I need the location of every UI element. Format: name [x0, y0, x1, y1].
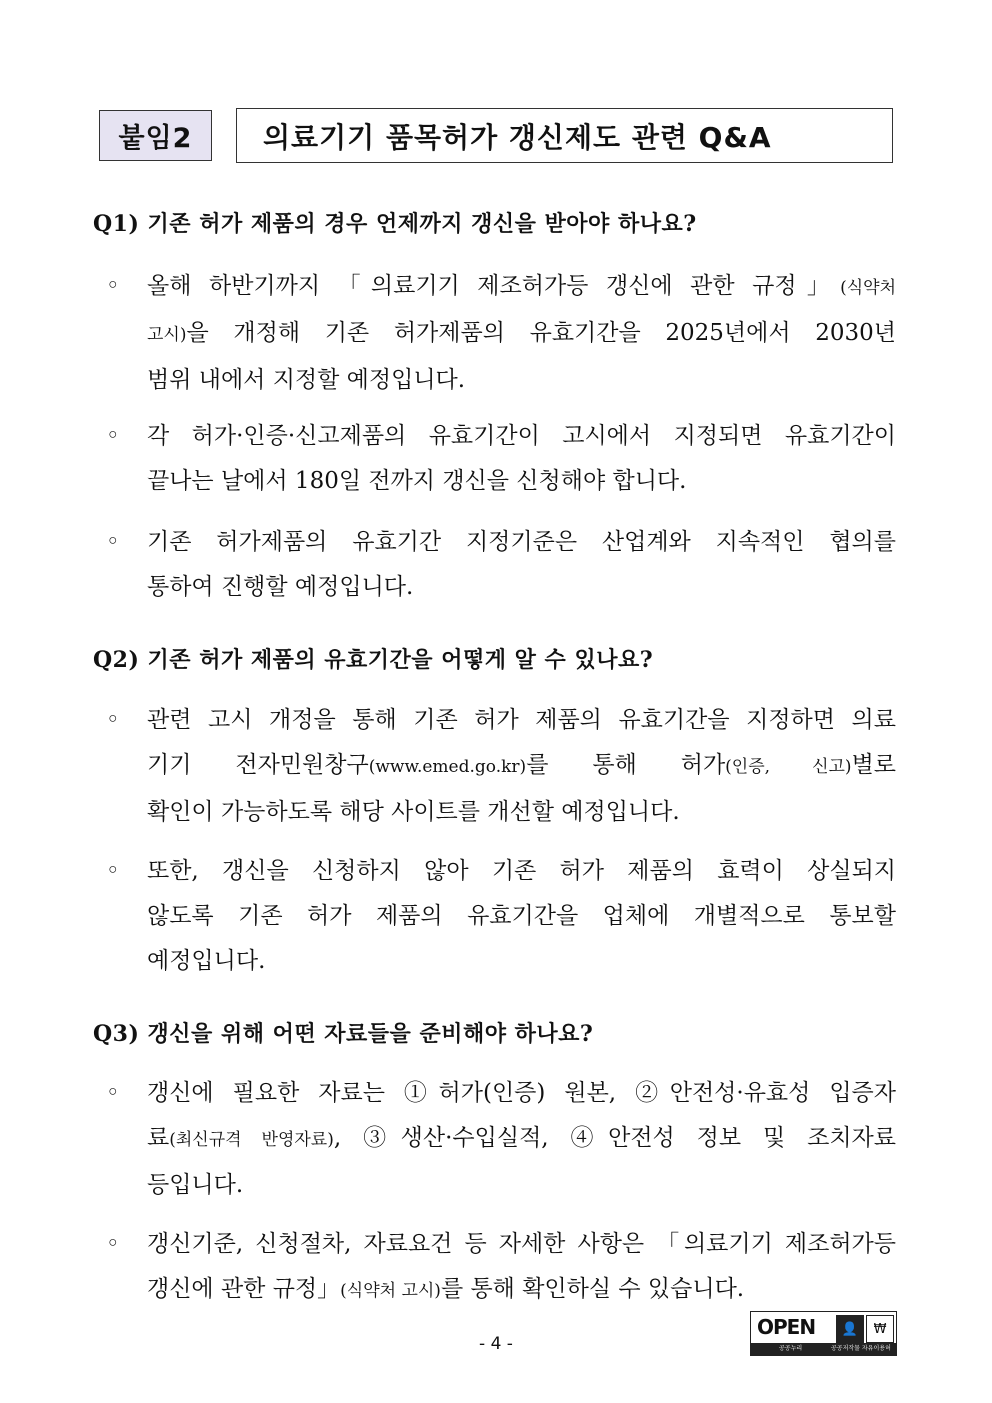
answer-2-1: ◦ 관련 고시 개정을 통해 기존 허가 제품의 유효기간을 지정하면 의료 기기 전자민원창구(www.emed.go.kr)를 통해 허가(인증, 신고)별로 확인이 가능하도록 해당 사이트를 개선할 예정입니다.	[106, 698, 896, 835]
answer-1-1: ◦ 올해 하반기까지 「의료기기 제조허가등 갱신에 관한 규정」(식약처 고시)을 개정해 기존 허가제품의 유효기간을 2025년에서 2030년 범위 내에서 지정할 예정입니다.	[106, 264, 896, 403]
kogl-open-logo	[750, 1311, 897, 1364]
bullet-icon: ◦	[106, 1080, 120, 1106]
noncommercial-icon: ₩	[866, 1315, 894, 1343]
question-3: Q3) 갱신을 위해 어떤 자료들을 준비해야 하나요?	[93, 1021, 594, 1047]
question-1: Q1) 기존 허가 제품의 경우 언제까지 갱신을 받아야 하나요?	[93, 211, 697, 237]
answer-3-1: ◦ 갱신에 필요한 자료는 ①허가(인증) 원본, ②안전성·유효성 입증자 료(최신규격 반영자료), ③생산·수입실적, ④안전성 정보 및 조치자료 등입니다.	[106, 1071, 896, 1208]
bullet-icon: ◦	[106, 1231, 120, 1257]
bullet-icon: ◦	[106, 529, 120, 555]
attribution-icon: 👤	[836, 1315, 864, 1343]
answer-3-2: ◦ 갱신기준, 신청절차, 자료요건 등 자세한 사항은 「의료기기 제조허가등 갱신에 관한 규정」(식약처 고시)를 통해 확인하실 수 있습니다.	[106, 1222, 896, 1314]
bullet-icon: ◦	[106, 858, 120, 884]
question-2: Q2) 기존 허가 제품의 유효기간을 어떻게 알 수 있나요?	[93, 647, 654, 673]
logo-caption-bar: 공공누리 공공저작물 자유이용허락	[751, 1343, 896, 1355]
open-logo-word: OPEN	[757, 1315, 816, 1339]
answer-2-2: ◦ 또한, 갱신을 신청하지 않아 기존 허가 제품의 효력이 상실되지 않도록 기존 허가 제품의 유효기간을 업체에 개별적으로 통보할 예정입니다.	[106, 849, 896, 984]
page-title: 의료기기 품목허가 갱신제도 관련 Q&A	[236, 108, 893, 163]
answer-1-3: ◦ 기존 허가제품의 유효기간 지정기준은 산업계와 지속적인 협의를 통하여 진행할 예정입니다.	[106, 520, 896, 610]
bullet-icon: ◦	[106, 423, 120, 449]
bullet-icon: ◦	[106, 273, 120, 299]
page-number: - 4 -	[479, 1334, 513, 1354]
answer-1-2: ◦ 각 허가·인증·신고제품의 유효기간이 고시에서 지정되면 유효기간이 끝나는 날에서 180일 전까지 갱신을 신청해야 합니다.	[106, 414, 896, 504]
attachment-tag: 붙임2	[99, 110, 212, 161]
bullet-icon: ◦	[106, 707, 120, 733]
